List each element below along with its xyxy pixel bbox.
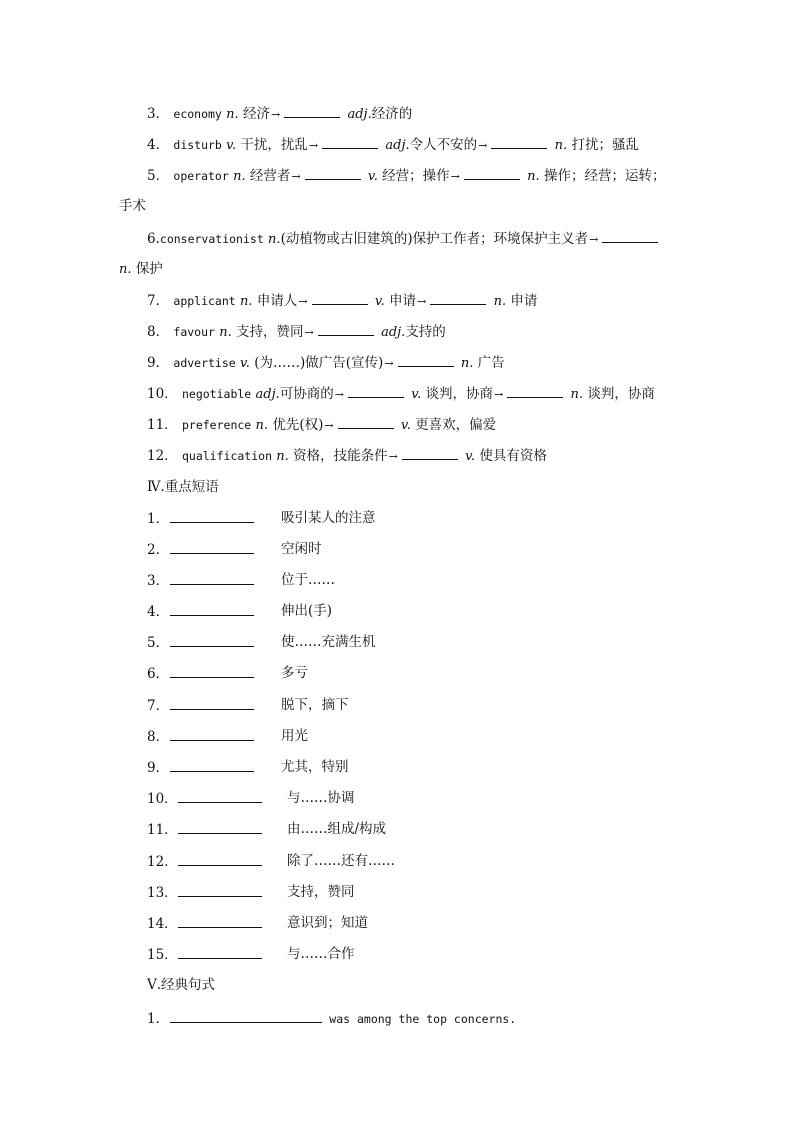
- vocab-word: advertise: [173, 356, 236, 370]
- answer-blank[interactable]: [348, 384, 404, 398]
- phrase-meaning: 意识到；知道: [287, 915, 368, 931]
- item-number: 9．: [147, 355, 170, 371]
- phrase-meaning: 使……充满生机: [281, 634, 376, 650]
- vocab-word: preference: [181, 418, 252, 432]
- answer-blank[interactable]: [338, 415, 394, 429]
- answer-blank[interactable]: [170, 1009, 322, 1023]
- answer-blank[interactable]: [507, 384, 563, 398]
- meaning: 手术: [119, 198, 146, 214]
- phrase-meaning: 多亏: [281, 665, 308, 681]
- part-of-speech: n.: [240, 294, 253, 309]
- vocab-word: negotiable: [181, 387, 252, 401]
- phrase-item: [147, 727, 684, 746]
- item-number: 5．: [147, 635, 170, 651]
- part-of-speech: n.: [119, 262, 132, 277]
- answer-blank[interactable]: [602, 229, 658, 243]
- meaning: 更喜欢，偏爱: [415, 417, 497, 433]
- meaning: 保护: [135, 261, 163, 277]
- meaning: (动植物或古旧建筑的)保护工作者；环境保护主义者: [280, 231, 589, 247]
- part-of-speech: n.: [226, 107, 239, 122]
- answer-blank[interactable]: [178, 883, 262, 897]
- phrase-meaning: 用光: [281, 728, 308, 744]
- part-of-speech: v.: [411, 387, 422, 402]
- answer-blank[interactable]: [318, 322, 374, 336]
- vocab-item-negotiable: [147, 384, 684, 404]
- part-of-speech: v.: [465, 449, 476, 464]
- item-number: 9．: [147, 760, 170, 776]
- part-of-speech: n.: [493, 294, 507, 309]
- meaning: 经营；操作: [382, 168, 450, 184]
- answer-blank[interactable]: [170, 633, 254, 647]
- answer-blank[interactable]: [402, 446, 458, 460]
- answer-blank[interactable]: [170, 696, 254, 710]
- phrase-meaning: 尤其，特别: [281, 759, 349, 775]
- part-of-speech: v.: [226, 138, 237, 153]
- phrase-meaning: 与……协调: [287, 790, 355, 806]
- answer-blank[interactable]: [464, 166, 520, 180]
- meaning: 优先(权): [272, 417, 324, 433]
- part-of-speech: v.: [374, 294, 385, 309]
- answer-blank[interactable]: [178, 852, 262, 866]
- item-number: 3．: [147, 573, 170, 589]
- part-of-speech: n.: [255, 418, 269, 433]
- phrase-item: [147, 696, 684, 715]
- phrase-meaning: 吸引某人的注意: [281, 510, 376, 526]
- vocab-item-applicant: [147, 291, 684, 311]
- phrase-item: [147, 852, 684, 871]
- answer-blank[interactable]: [322, 135, 378, 149]
- arrow-icon: →: [270, 108, 281, 121]
- answer-blank[interactable]: [170, 540, 254, 554]
- vocab-word: favour: [173, 325, 215, 339]
- meaning: 经营者: [249, 168, 291, 184]
- item-number: 12．: [147, 448, 178, 464]
- meaning: 经济: [242, 106, 270, 122]
- meaning: 经济的: [371, 106, 413, 122]
- meaning: 干扰，扰乱: [240, 137, 308, 153]
- answer-blank[interactable]: [398, 353, 454, 367]
- answer-blank[interactable]: [305, 166, 361, 180]
- sentence-item: [147, 1009, 684, 1028]
- arrow-icon: →: [478, 139, 488, 152]
- part-of-speech: adj.: [381, 325, 406, 340]
- item-number: 14．: [147, 916, 178, 932]
- phrase-meaning: 由……组成/构成: [287, 821, 387, 837]
- arrow-icon: →: [291, 170, 301, 183]
- part-of-speech: v.: [240, 356, 250, 371]
- item-number: 4．: [147, 137, 170, 153]
- part-of-speech: n.: [527, 169, 540, 184]
- meaning: 申请: [510, 293, 538, 309]
- meaning: (为……)做广告(宣传): [254, 355, 384, 371]
- answer-blank[interactable]: [284, 104, 340, 118]
- meaning: 支持的: [405, 324, 446, 340]
- arrow-icon: →: [324, 419, 334, 432]
- arrow-icon: →: [450, 170, 460, 183]
- item-number: 11．: [147, 822, 178, 838]
- item-number: 3．: [147, 106, 170, 122]
- vocab-item-preference: [147, 415, 684, 435]
- item-number: 6.: [147, 231, 160, 247]
- vocab-word: conservationist: [159, 232, 264, 246]
- vocab-item-operator: [147, 166, 684, 186]
- answer-blank[interactable]: [170, 602, 254, 616]
- vocab-item-operator-continued: [119, 197, 684, 215]
- part-of-speech: n.: [219, 325, 232, 340]
- answer-blank[interactable]: [491, 135, 547, 149]
- answer-blank[interactable]: [178, 820, 262, 834]
- arrow-icon: →: [388, 450, 398, 463]
- meaning: 申请人: [256, 293, 298, 309]
- answer-blank[interactable]: [178, 914, 262, 928]
- meaning: 支持，赞同: [236, 324, 304, 340]
- part-of-speech: n.: [570, 387, 584, 402]
- phrase-item: [147, 540, 684, 559]
- meaning: 申请: [389, 293, 417, 309]
- item-number: 1．: [147, 511, 170, 527]
- phrase-meaning: 与……合作: [287, 946, 355, 962]
- answer-blank[interactable]: [170, 758, 254, 772]
- phrase-item: [147, 602, 684, 621]
- arrow-icon: →: [308, 139, 319, 152]
- phrase-item: [147, 945, 684, 964]
- vocab-item-conservationist-continued: [119, 260, 684, 279]
- item-number: 8．: [147, 324, 170, 340]
- arrow-icon: →: [384, 357, 394, 370]
- phrase-item: [147, 758, 684, 777]
- item-number: 7．: [147, 698, 170, 714]
- part-of-speech: v.: [367, 169, 378, 184]
- part-of-speech: n.: [276, 449, 289, 464]
- phrase-item: [147, 633, 684, 652]
- phrase-meaning: 支持，赞同: [287, 884, 355, 900]
- answer-blank[interactable]: [170, 664, 254, 678]
- phrase-item: [147, 571, 684, 590]
- vocab-item-advertise: [147, 353, 684, 373]
- meaning: 谈判，协商: [425, 386, 494, 402]
- arrow-icon: →: [298, 295, 308, 308]
- item-number: 12．: [147, 854, 178, 870]
- part-of-speech: v.: [400, 418, 411, 433]
- answer-blank[interactable]: [170, 509, 254, 523]
- vocab-word: economy: [173, 107, 222, 121]
- vocab-word: applicant: [173, 294, 236, 308]
- meaning: 资格，技能条件: [293, 448, 388, 464]
- answer-blank[interactable]: [170, 727, 254, 741]
- answer-blank[interactable]: [178, 789, 262, 803]
- phrase-item: [147, 820, 684, 839]
- phrase-item: [147, 883, 684, 902]
- item-number: 5．: [147, 168, 170, 184]
- arrow-icon: →: [494, 388, 504, 401]
- phrase-meaning: 除了……还有……: [287, 853, 395, 869]
- vocab-item-economy: [147, 104, 684, 124]
- answer-blank[interactable]: [312, 291, 368, 305]
- phrase-item: [147, 789, 684, 808]
- answer-blank[interactable]: [430, 291, 486, 305]
- item-number: 13．: [147, 885, 178, 901]
- phrase-item: [147, 664, 684, 683]
- phrase-meaning: 空闲时: [281, 541, 322, 557]
- vocab-item-qualification: [147, 446, 684, 466]
- arrow-icon: →: [589, 233, 599, 246]
- meaning: 使具有资格: [479, 448, 547, 464]
- meaning: 可协商的: [279, 386, 334, 402]
- meaning: 打扰；骚乱: [571, 137, 639, 153]
- part-of-speech: adj.: [255, 387, 280, 402]
- part-of-speech: adj.: [347, 107, 372, 122]
- vocab-item-conservationist: [147, 229, 684, 249]
- item-number: 4．: [147, 604, 170, 620]
- item-number: 2．: [147, 542, 170, 558]
- item-number: 6．: [147, 666, 170, 682]
- item-number: 8．: [147, 729, 170, 745]
- part-of-speech: n.: [268, 232, 281, 247]
- item-number: 1．: [147, 1011, 170, 1027]
- item-number: 7．: [147, 293, 170, 309]
- item-number: 10．: [147, 386, 178, 402]
- item-number: 11．: [147, 417, 178, 433]
- answer-blank[interactable]: [178, 945, 262, 959]
- meaning: 令人不安的: [409, 137, 478, 153]
- vocab-word: qualification: [181, 449, 272, 463]
- vocab-word: operator: [173, 169, 229, 183]
- part-of-speech: n.: [554, 138, 568, 153]
- meaning: 广告: [477, 355, 505, 371]
- arrow-icon: →: [304, 326, 314, 339]
- section-title-classic-sentences: Ⅴ.经典句式: [147, 977, 216, 993]
- part-of-speech: n.: [233, 169, 246, 184]
- part-of-speech: n.: [460, 356, 474, 371]
- answer-blank[interactable]: [170, 571, 254, 585]
- phrase-meaning: 脱下，摘下: [281, 697, 349, 713]
- phrase-item: [147, 914, 684, 933]
- vocab-item-favour: [147, 322, 684, 342]
- item-number: 10．: [147, 791, 178, 807]
- item-number: 15．: [147, 947, 178, 963]
- phrase-meaning: 伸出(手): [281, 603, 333, 619]
- phrase-item: [147, 509, 684, 528]
- meaning: 谈判，协商: [587, 386, 655, 402]
- meaning: 操作；经营；运转；: [543, 168, 666, 184]
- vocab-item-disturb: [147, 135, 684, 155]
- arrow-icon: →: [334, 388, 344, 401]
- phrase-meaning: 位于……: [281, 572, 335, 588]
- vocab-word: disturb: [173, 138, 222, 152]
- arrow-icon: →: [417, 295, 427, 308]
- section-title-key-phrases: Ⅳ.重点短语: [147, 479, 219, 495]
- sentence-text: was among the top concerns.: [329, 1012, 517, 1026]
- part-of-speech: adj.: [385, 138, 410, 153]
